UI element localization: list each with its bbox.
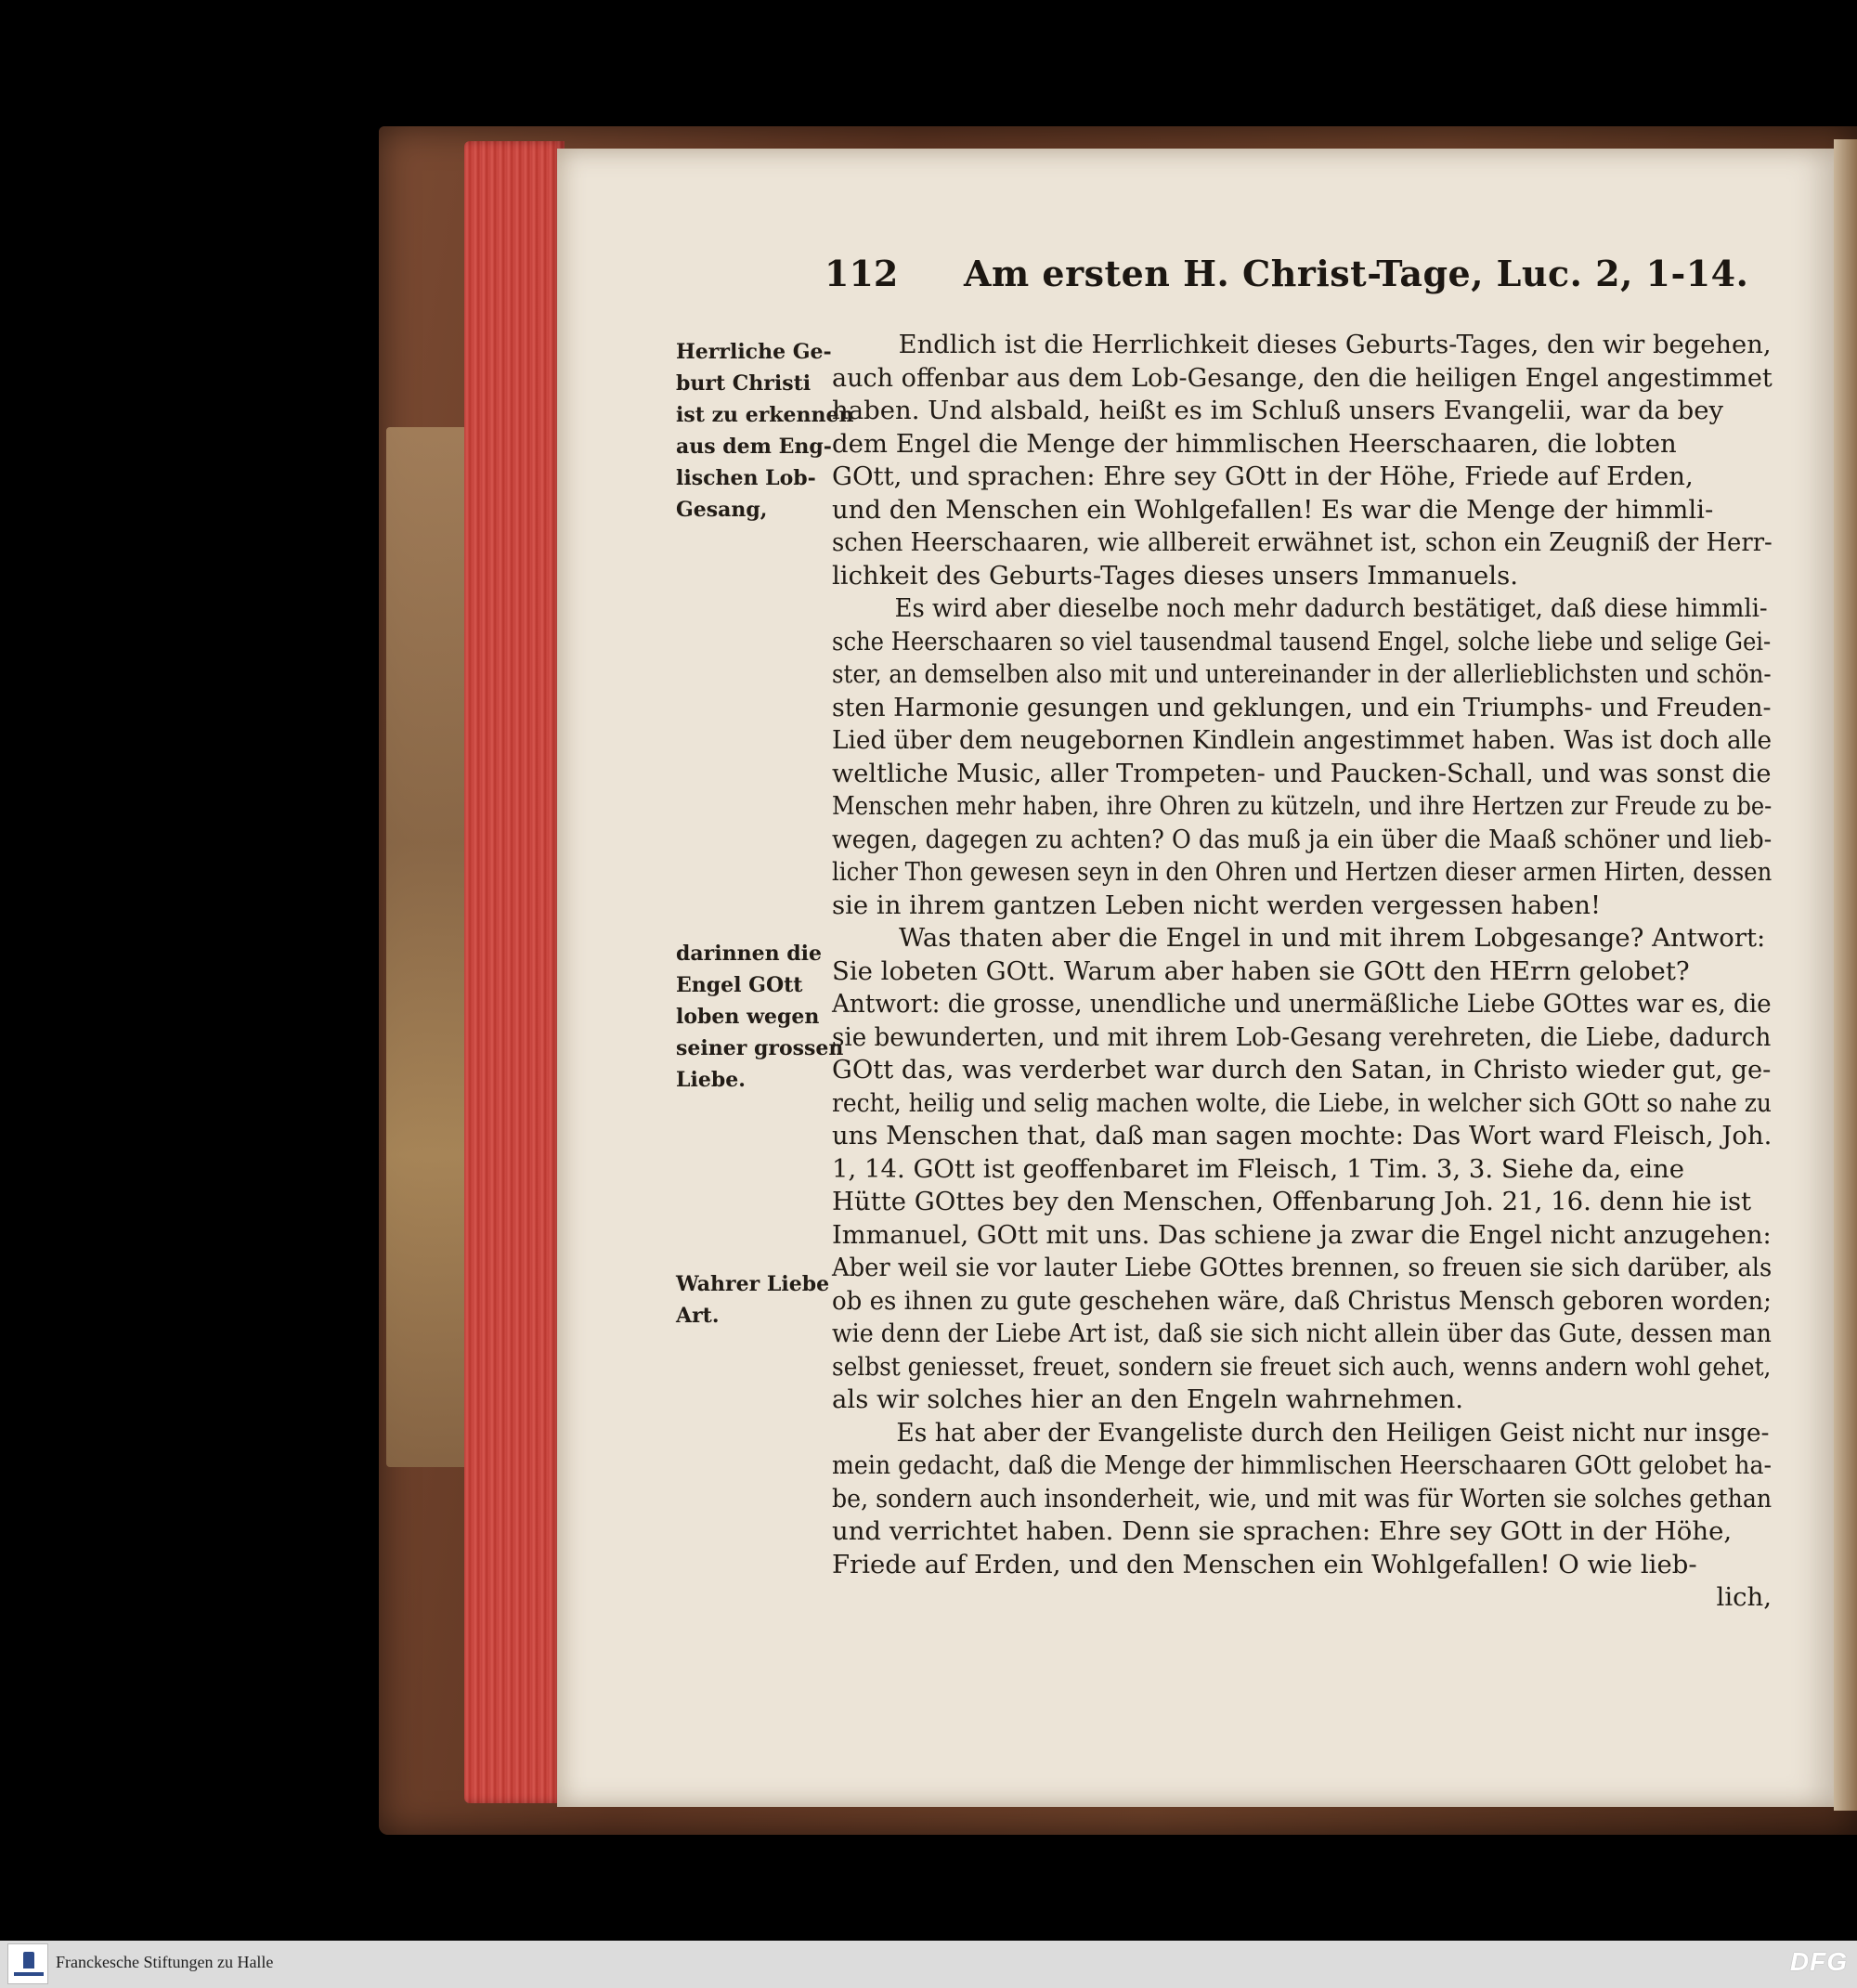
text-line: sten Harmonie gesungen und geklungen, und ein Triumphs- und Freuden-: [832, 692, 1772, 722]
text-line: Immanuel, GOtt mit uns. Das schiene ja zwar die Engel nicht anzugehen:: [832, 1219, 1772, 1250]
text-line: als wir solches hier an den Engeln wahrnehmen.: [832, 1384, 1464, 1414]
sidenote-line: loben wegen: [676, 1005, 820, 1029]
text-line: lichkeit des Geburts-Tages dieses unsers Immanuels.: [832, 560, 1518, 591]
text-line: und verrichtet haben. Denn sie sprachen: Ehre sey GOtt in der Höhe,: [832, 1516, 1733, 1546]
text-line: Hütte GOttes bey den Menschen, Offenbarung Joh. 21, 16. denn hie ist: [832, 1187, 1752, 1216]
text-line: Es wird aber dieselbe noch mehr dadurch bestätiget, daß diese himmli-: [894, 593, 1768, 623]
sidenote-engel-loben: [676, 938, 844, 1096]
running-title: Am ersten H. Christ-Tage, Luc. 2, 1-14.: [964, 253, 1749, 294]
institution-logo-icon[interactable]: [7, 1943, 48, 1984]
body-text: [832, 329, 1772, 1615]
text-line: uns Menschen that, daß man sagen mochte: Das Wort ward Fleisch, Joh.: [832, 1121, 1773, 1150]
text-line: ob es ihnen zu gute geschehen wäre, daß Christus Mensch geboren worden;: [832, 1285, 1772, 1316]
text-line: Es hat aber der Evangeliste durch den Heiligen Geist nicht nur insge-: [896, 1417, 1770, 1448]
page-gutter-edge: [1834, 139, 1857, 1811]
sidenote-line: burt Christi: [676, 371, 812, 396]
sidenote-line: darinnen die: [676, 942, 822, 966]
text-line: Menschen mehr haben, ihre Ohren zu kützeln, und ihre Hertzen zur Freude zu be-: [832, 791, 1773, 821]
logo-underline: [14, 1972, 44, 1976]
dfg-logo[interactable]: DFG: [1789, 1947, 1848, 1976]
text-line: sie in ihrem gantzen Leben nicht werden vergessen haben!: [832, 890, 1601, 920]
sidenote-line: Engel GOtt: [676, 973, 803, 997]
sidenote-line: ist zu erkennen: [676, 403, 854, 427]
text-line: selbst geniesset, freuet, sondern sie freuet sich auch, wenns andern wohl gehet,: [832, 1351, 1772, 1382]
text-line: Antwort: die grosse, unendliche und unermäßliche Liebe GOttes war es, die: [832, 989, 1772, 1019]
sidenote-wahrer-liebe: [676, 1268, 830, 1332]
text-line: Friede auf Erden, und den Menschen ein Wohlgefallen! O wie lieb-: [832, 1549, 1697, 1579]
page-number: 112: [825, 253, 899, 294]
text-line: weltliche Music, aller Trompeten- und Paucken-Schall, und was sonst die: [832, 758, 1772, 788]
logo-mark: [23, 1952, 34, 1969]
red-page-edges: [464, 141, 565, 1803]
text-line: ster, an demselben also mit und untereinander in der allerlieblichsten und schön-: [832, 659, 1772, 689]
sidenote-line: Wahrer Liebe: [676, 1272, 830, 1296]
text-line: be, sondern auch insonderheit, wie, und mit was für Worten sie solches gethan: [832, 1483, 1773, 1514]
text-line: sie bewunderten, und mit ihrem Lob-Gesang verehreten, die Liebe, dadurch: [832, 1021, 1772, 1052]
text-line: Was thaten aber die Engel in und mit ihrem Lobgesange? Antwort:: [899, 923, 1766, 953]
text-line: wie denn der Liebe Art ist, daß sie sich nicht allein über das Gute, dessen man: [832, 1319, 1772, 1348]
text-line: mein gedacht, daß die Menge der himmlischen Heerschaaren GOtt gelobet ha-: [832, 1450, 1773, 1480]
catchword: lich,: [1716, 1582, 1772, 1612]
text-line: haben. Und alsbald, heißt es im Schluß unsers Evangelii, war da bey: [832, 396, 1724, 425]
text-line: schen Heerschaaren, wie allbereit erwähnet ist, schon ein Zeugniß der Herr-: [832, 527, 1773, 557]
text-line: dem Engel die Menge der himmlischen Heerschaaren, die lobten: [832, 428, 1677, 459]
text-line: wegen, dagegen zu achten? O das muß ja ein über die Maaß schöner und lieb-: [832, 824, 1773, 854]
text-line: auch offenbar aus dem Lob-Gesange, den die heiligen Engel angestimmet: [832, 362, 1773, 393]
text-line: recht, heilig und selig machen wolte, die Liebe, in welcher sich GOtt so nahe zu: [832, 1087, 1772, 1118]
sidenote-line: Art.: [676, 1304, 720, 1328]
text-line: sche Heerschaaren so viel tausendmal tausend Engel, solche liebe und selige Gei-: [832, 626, 1772, 656]
text-line: Aber weil sie vor lauter Liebe GOttes brennen, so freuen sie sich darüber, als: [832, 1253, 1773, 1282]
text-line: GOtt das, was verderbet war durch den Satan, in Christo wieder gut, ge-: [832, 1055, 1772, 1085]
text-line: licher Thon gewesen seyn in den Ohren und Hertzen dieser armen Hirten, dessen: [832, 857, 1773, 887]
sidenote-line: Liebe.: [676, 1068, 746, 1092]
sidenote-line: aus dem Eng-: [676, 435, 832, 459]
text-line: Endlich ist die Herrlichkeit dieses Geburts-Tages, den wir begehen,: [898, 330, 1772, 359]
footer-caption: Franckesche Stiftungen zu Halle: [56, 1953, 274, 1971]
text-line: 1, 14. GOtt ist geoffenbaret im Fleisch, 1 Tim. 3, 3. Siehe da, eine: [832, 1153, 1685, 1184]
text-line: GOtt, und sprachen: Ehre sey GOtt in der Höhe, Friede auf Erden,: [832, 461, 1694, 491]
sidenote-line: seiner grossen: [676, 1036, 844, 1060]
viewer-footer-bar: [0, 1941, 1857, 1988]
sidenote-line: lischen Lob-: [676, 466, 816, 490]
text-line: und den Menschen ein Wohlgefallen! Es war die Menge der himmli-: [832, 494, 1714, 525]
sidenote-line: Gesang,: [676, 498, 768, 522]
sidenote-herrliche-geburt: [676, 336, 854, 526]
text-line: Sie lobeten GOtt. Warum aber haben sie GOtt den HErrn gelobet?: [832, 955, 1690, 986]
sidenote-line: Herrliche Ge-: [676, 340, 832, 364]
text-line: Lied über dem neugebornen Kindlein angestimmet haben. Was ist doch alle: [832, 725, 1773, 755]
